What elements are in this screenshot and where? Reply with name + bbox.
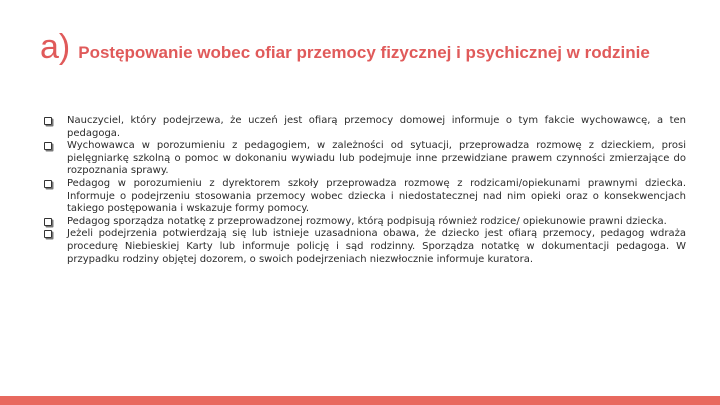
title-text: Postępowanie wobec ofiar przemocy fizycznej i psychicznej w rodzinie — [78, 43, 650, 62]
square-bullet-icon — [44, 180, 52, 188]
bullet-text: Jeżeli podejrzenia potwierdzają się lub istnieje uzasadniona obawa, że dziecko jest ofiarą przemocy, pedagog wdraża procedurę Niebieskiej Karty lub informuje policję i sąd rodzinny. Sporządza notatkę w dokumentacji pedagoga. W przypadku rodziny objętej dozorem, o swoich podejrzeniach niezwłocznie informuje kuratora. — [67, 228, 686, 265]
bottom-accent-bar — [0, 396, 720, 405]
bullet-text: Nauczyciel, który podejrzewa, że uczeń jest ofiarą przemocy domowej informuje o tym fakcie wychowawcę, a ten pedagoga. — [67, 115, 686, 139]
bullet-text: Pedagog w porozumieniu z dyrektorem szkoły przeprowadza rozmowę z rodzicami/opiekunami prawnymi dziecka. Informuje o podejrzeniu stosowania przemocy wobec dziecka i niedostatecznej nad nim opieki oraz o konsekwencjach takiego postępowania i wskazuje formy pomocy. — [67, 177, 686, 215]
square-bullet-icon — [44, 230, 52, 238]
square-bullet-icon — [44, 142, 52, 150]
slide-title — [40, 28, 700, 67]
list-item — [44, 228, 686, 266]
title-prefix: a) — [40, 28, 71, 66]
list-item — [44, 178, 686, 216]
bullet-list — [44, 115, 686, 266]
bullet-text: Wychowawca w porozumieniu z pedagogiem, w zależności od sytuacji, przeprowadza rozmowę z dzieckiem, prosi pielęgniarkę szkolną o pomoc w dokonaniu wywiadu lub podejmuje inne przewidziane prawem czynności zmierzające do rozpoznania sprawy. — [67, 140, 686, 177]
list-item — [44, 216, 686, 229]
list-item — [44, 115, 686, 140]
square-bullet-icon — [44, 218, 52, 226]
list-item — [44, 140, 686, 178]
bullet-text: Pedagog sporządza notatkę z przeprowadzonej rozmowy, którą podpisują również rodzice/ opiekunowie prawni dziecka. — [67, 215, 667, 227]
square-bullet-icon — [44, 117, 52, 125]
